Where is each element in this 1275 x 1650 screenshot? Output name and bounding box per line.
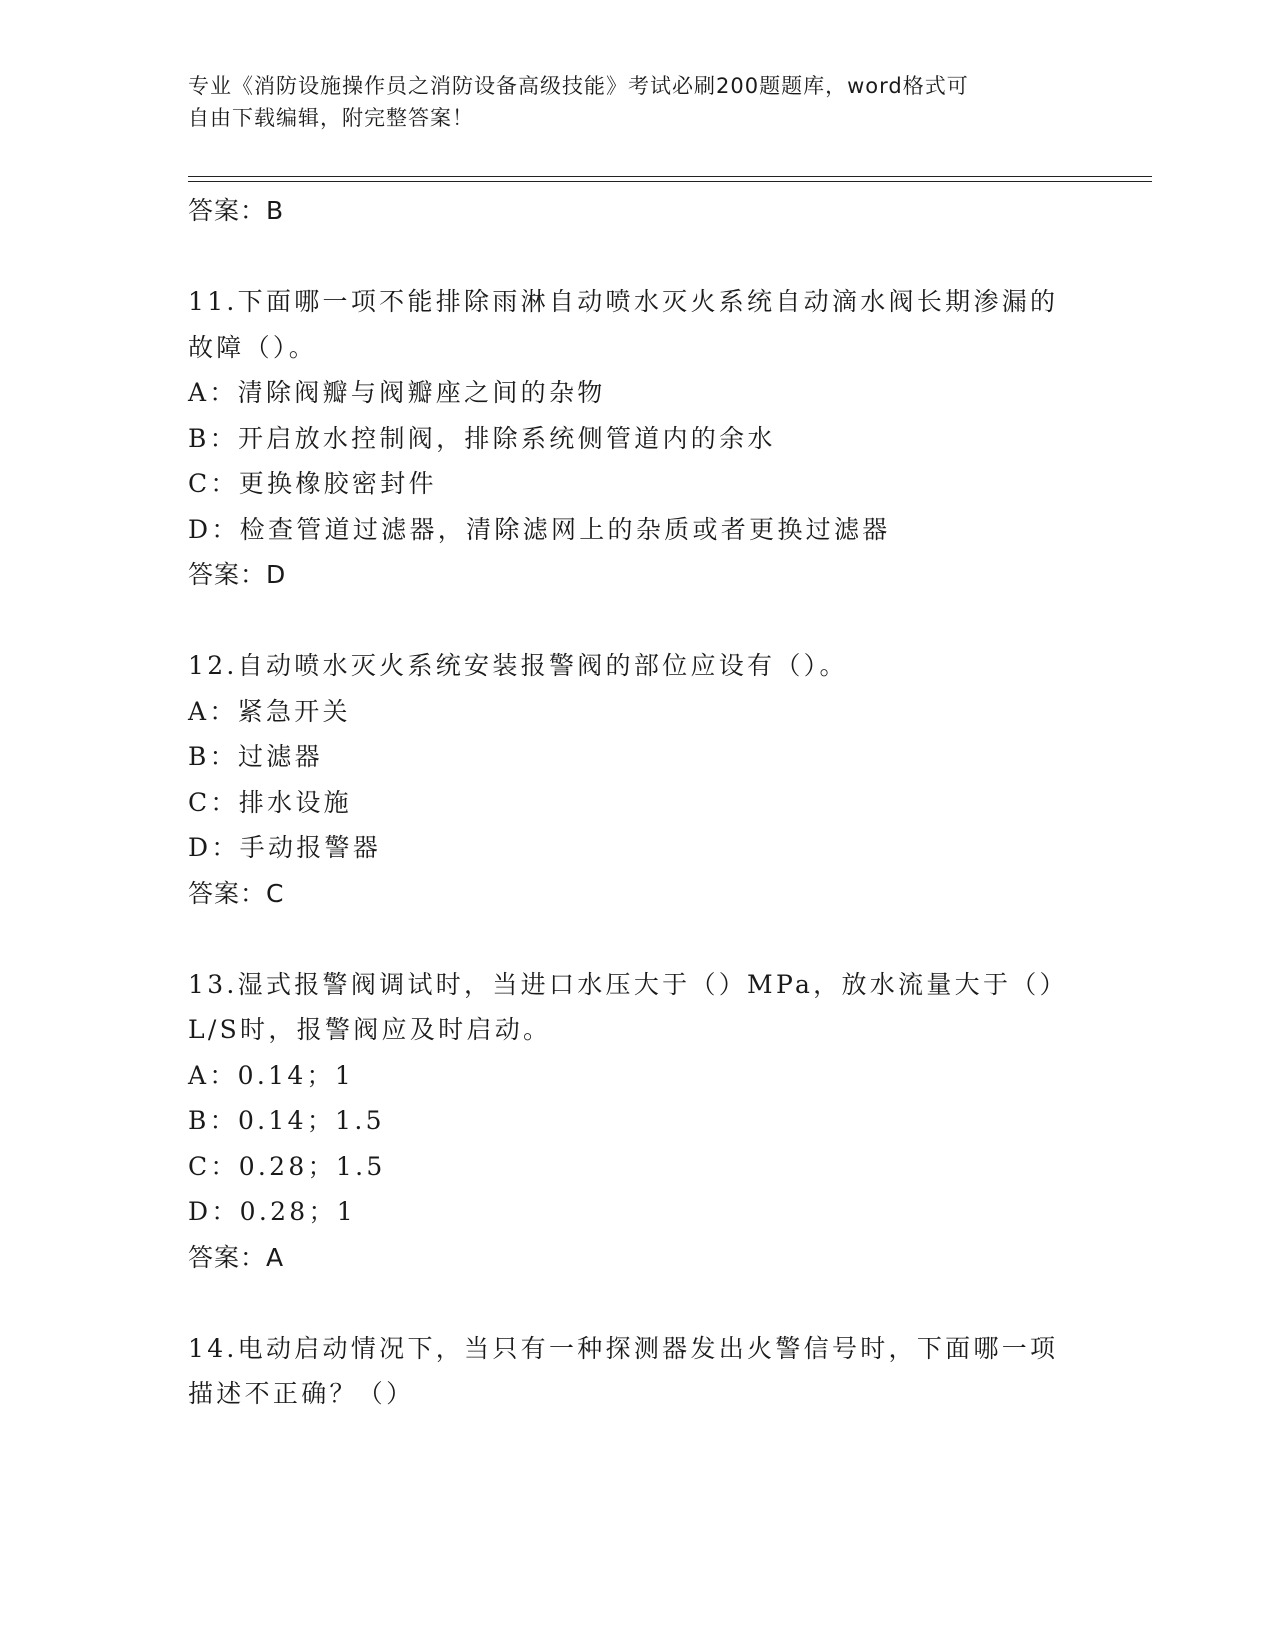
header-divider-top bbox=[188, 176, 1152, 177]
question-text: 11.下面哪一项不能排除雨淋自动喷水灭火系统自动滴水阀长期渗漏的 bbox=[188, 287, 1059, 316]
question-block-14 bbox=[188, 1326, 1088, 1417]
option-b: B：过滤器 bbox=[188, 742, 323, 771]
option-a: A：0.14；1 bbox=[188, 1060, 355, 1090]
answer-line: 答案：C bbox=[188, 878, 285, 908]
question-block-11 bbox=[188, 279, 1088, 598]
option-d: D：检查管道过滤器，清除滤网上的杂质或者更换过滤器 bbox=[188, 514, 891, 544]
question-text: 14.电动启动情况下，当只有一种探测器发出火警信号时，下面哪一项 bbox=[188, 1333, 1059, 1363]
header-line-1: 专业《消防设施操作员之消防设备高级技能》考试必刷200题题库，word格式可 bbox=[188, 74, 969, 98]
answer-line: 答案：B bbox=[188, 196, 285, 225]
question-block-13 bbox=[188, 962, 1088, 1281]
option-c: C：0.28；1.5 bbox=[188, 1151, 386, 1181]
question-text: L/S时，报警阀应及时启动。 bbox=[188, 1015, 552, 1044]
option-c: C：排水设施 bbox=[188, 787, 352, 817]
option-a: A：紧急开关 bbox=[188, 696, 351, 726]
document-header bbox=[188, 70, 1068, 134]
question-text: 描述不正确？（） bbox=[188, 1379, 415, 1408]
option-a: A：清除阀瓣与阀瓣座之间的杂物 bbox=[188, 378, 606, 407]
answer-line: 答案：A bbox=[188, 1242, 285, 1272]
question-content bbox=[188, 188, 1088, 1417]
block-spacer bbox=[188, 916, 1088, 962]
block-spacer bbox=[188, 598, 1088, 644]
question-text: 故障（）。 bbox=[188, 332, 318, 362]
option-d: D：手动报警器 bbox=[188, 833, 382, 862]
option-d: D：0.28；1 bbox=[188, 1197, 357, 1226]
question-text: 12.自动喷水灭火系统安装报警阀的部位应设有（）。 bbox=[188, 651, 848, 680]
question-block-12 bbox=[188, 643, 1088, 916]
block-spacer bbox=[188, 234, 1088, 280]
option-b: B：0.14；1.5 bbox=[188, 1106, 385, 1135]
question-text: 13.湿式报警阀调试时，当进口水压大于（）MPa，放水流量大于（） bbox=[188, 969, 1068, 999]
option-b: B：开启放水控制阀，排除系统侧管道内的余水 bbox=[188, 423, 776, 453]
header-line-2: 自由下载编辑，附完整答案！ bbox=[188, 106, 474, 130]
answer-line: 答案：D bbox=[188, 560, 287, 589]
option-c: C：更换橡胶密封件 bbox=[188, 469, 437, 498]
block-spacer bbox=[188, 1280, 1088, 1326]
header-divider-bottom bbox=[188, 181, 1152, 182]
